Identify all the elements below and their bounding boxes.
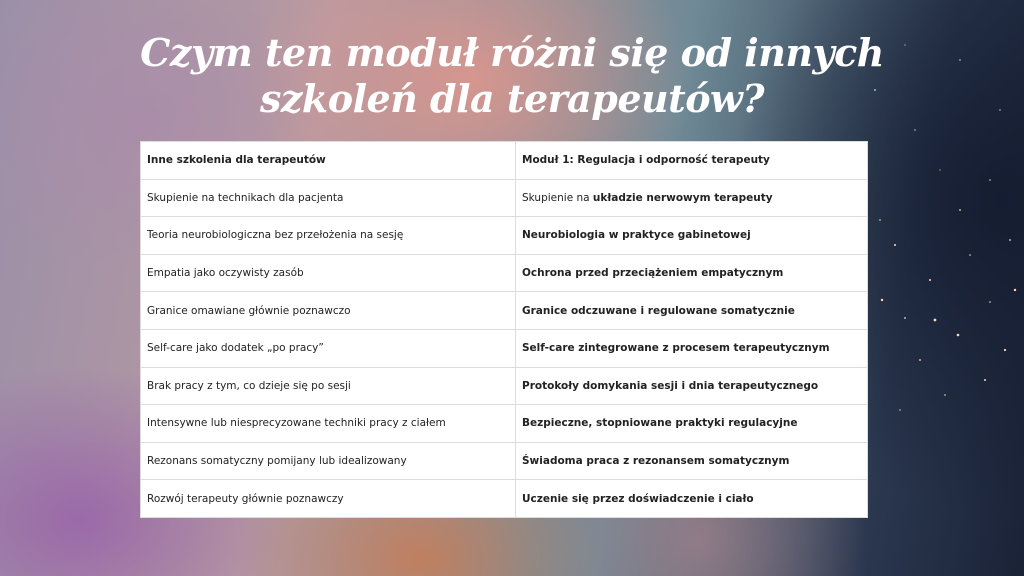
cell-module: Bezpieczne, stopniowane praktyki regulacyjne	[516, 405, 868, 443]
cell-module-prefix: Skupienie na	[522, 191, 593, 204]
comparison-table	[140, 141, 868, 518]
cell-module: Protokoły domykania sesji i dnia terapeutycznego	[516, 367, 868, 405]
table-row	[141, 367, 868, 405]
table-header-row	[141, 142, 868, 180]
cell-module: Uczenie się przez doświadczenie i ciało	[516, 480, 868, 518]
table-row	[141, 292, 868, 330]
table-row	[141, 329, 868, 367]
cell-module: Self-care zintegrowane z procesem terapeutycznym	[516, 329, 868, 367]
cell-other: Rozwój terapeuty głównie poznawczy	[141, 480, 516, 518]
cell-other: Intensywne lub niesprecyzowane techniki pracy z ciałem	[141, 405, 516, 443]
cell-other: Skupienie na technikach dla pacjenta	[141, 179, 516, 217]
cell-module-emphasis: układzie nerwowym terapeuty	[592, 191, 773, 204]
cell-module	[516, 179, 868, 217]
cell-other: Empatia jako oczywisty zasób	[141, 254, 516, 292]
table-row	[141, 442, 868, 480]
header-cell-module-1: Moduł 1: Regulacja i odporność terapeuty	[516, 142, 868, 180]
cell-other: Granice omawiane głównie poznawczo	[141, 292, 516, 330]
cell-module: Neurobiologia w praktyce gabinetowej	[516, 217, 868, 255]
cell-other: Self-care jako dodatek „po pracy”	[141, 329, 516, 367]
table-row	[141, 179, 868, 217]
cell-other: Brak pracy z tym, co dzieje się po sesji	[141, 367, 516, 405]
cell-module: Granice odczuwane i regulowane somatycznie	[516, 292, 868, 330]
cell-module: Świadoma praca z rezonansem somatycznym	[516, 442, 868, 480]
header-cell-other-trainings: Inne szkolenia dla terapeutów	[141, 142, 516, 180]
table-row	[141, 254, 868, 292]
page-title-line-2: szkoleń dla terapeutów?	[259, 76, 765, 121]
table-row	[141, 217, 868, 255]
cell-module: Ochrona przed przeciążeniem empatycznym	[516, 254, 868, 292]
page-title-line-1: Czym ten moduł różni się od innych	[140, 30, 884, 75]
table-row	[141, 405, 868, 443]
cell-other: Teoria neurobiologiczna bez przełożenia na sesję	[141, 217, 516, 255]
table-row	[141, 480, 868, 518]
page-title	[0, 30, 1024, 122]
cell-other: Rezonans somatyczny pomijany lub idealizowany	[141, 442, 516, 480]
